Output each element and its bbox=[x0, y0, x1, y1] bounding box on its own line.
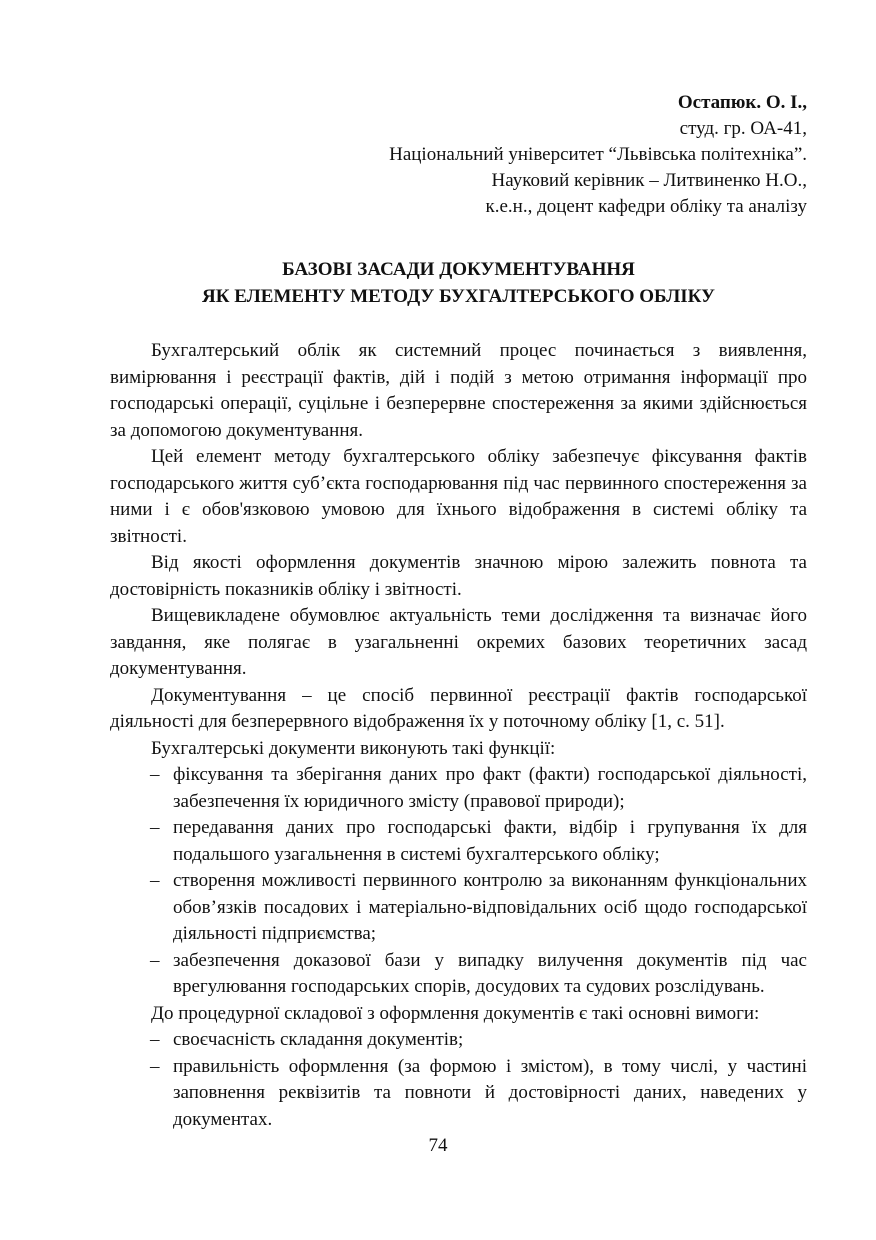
list-item bbox=[110, 948, 807, 1001]
list-item-text: фіксування та зберігання даних про факт (факти) господарської діяльності, забезпечення їх юридичного змісту (правової природи); bbox=[173, 764, 807, 812]
page-content bbox=[110, 90, 807, 1133]
author-group: студ. гр. ОА-41, bbox=[679, 118, 807, 139]
list-item-text: передавання даних про господарські факти, відбір і групування їх для подальшого узагальнення в системі бухгалтерського обліку; bbox=[173, 817, 807, 865]
title-line-2: ЯК ЕЛЕМЕНТУ МЕТОДУ БУХГАЛТЕРСЬКОГО ОБЛІКУ bbox=[201, 286, 716, 307]
paragraph: Від якості оформлення документів значною мірою залежить повнота та достовірність показників обліку і звітності. bbox=[110, 552, 807, 600]
list-item bbox=[110, 868, 807, 948]
page-number: 74 bbox=[428, 1135, 448, 1156]
list-item-text: своєчасність складання документів; bbox=[173, 1029, 464, 1050]
paragraph: Вищевикладене обумовлює актуальність теми дослідження та визначає його завдання, яке полягає в узагальненні окремих базових теоретичних засад документування. bbox=[110, 605, 807, 679]
list-item bbox=[110, 762, 807, 815]
list-dash: – bbox=[150, 949, 160, 971]
list-dash: – bbox=[150, 1055, 160, 1077]
paper-body bbox=[110, 338, 807, 1133]
list-dash: – bbox=[150, 1029, 160, 1050]
list-dash: – bbox=[150, 870, 160, 891]
list-item-text: правильність оформлення (за формою і змістом), в тому числі, у частині заповнення реквізитів та повноти й достовірності даних, наведених у документах. bbox=[173, 1055, 807, 1130]
author-block bbox=[110, 90, 807, 220]
paragraph: Цей елемент методу бухгалтерського обліку забезпечує фіксування фактів господарського життя суб’єкта господарювання під час первинного спостереження за ними і є обов'язковою умовою для їхнього відображення в системі обліку та звітності. bbox=[110, 446, 807, 547]
list-item-text: створення можливості первинного контролю за виконанням функціональних обов’язків посадових і матеріально-відповідальних осіб щодо господарської діяльності підприємства; bbox=[173, 870, 807, 944]
list-dash: – bbox=[150, 817, 160, 838]
author-university: Національний університет “Львівська політехніка”. bbox=[389, 144, 807, 165]
list-item bbox=[110, 1054, 807, 1134]
requirements-intro: До процедурної складової з оформлення документів є такі основні вимоги: bbox=[151, 1002, 760, 1024]
supervisor-title: к.е.н., доцент кафедри обліку та аналізу bbox=[485, 196, 807, 217]
supervisor: Науковий керівник – Литвиненко Н.О., bbox=[491, 170, 807, 191]
list-item bbox=[110, 815, 807, 868]
requirements-list bbox=[110, 1027, 807, 1133]
paragraph: Бухгалтерський облік як системний процес починається з виявлення, вимірювання і реєстрації фактів, дій і подій з метою отримання інформації про господарські операції, суцільне і безперервне спостереження за якими здійснюється за допомогою документування. bbox=[110, 340, 807, 441]
functions-list bbox=[110, 762, 807, 1001]
paragraph: Бухгалтерські документи виконують такі функції: bbox=[151, 737, 556, 759]
author-name: Остапюк. О. І., bbox=[677, 92, 807, 113]
paper-title bbox=[110, 256, 807, 310]
list-item-text: забезпечення доказової бази у випадку вилучення документів під час врегулювання господарських спорів, досудових та судових розслідувань. bbox=[173, 949, 807, 997]
paragraph: Документування – це спосіб первинної реєстрації фактів господарської діяльності для безперервного відображення їх у поточному обліку [1, с. 51]. bbox=[110, 684, 807, 732]
list-item bbox=[110, 1027, 807, 1054]
title-line-1: БАЗОВІ ЗАСАДИ ДОКУМЕНТУВАННЯ bbox=[282, 259, 635, 280]
list-dash: – bbox=[150, 764, 160, 785]
